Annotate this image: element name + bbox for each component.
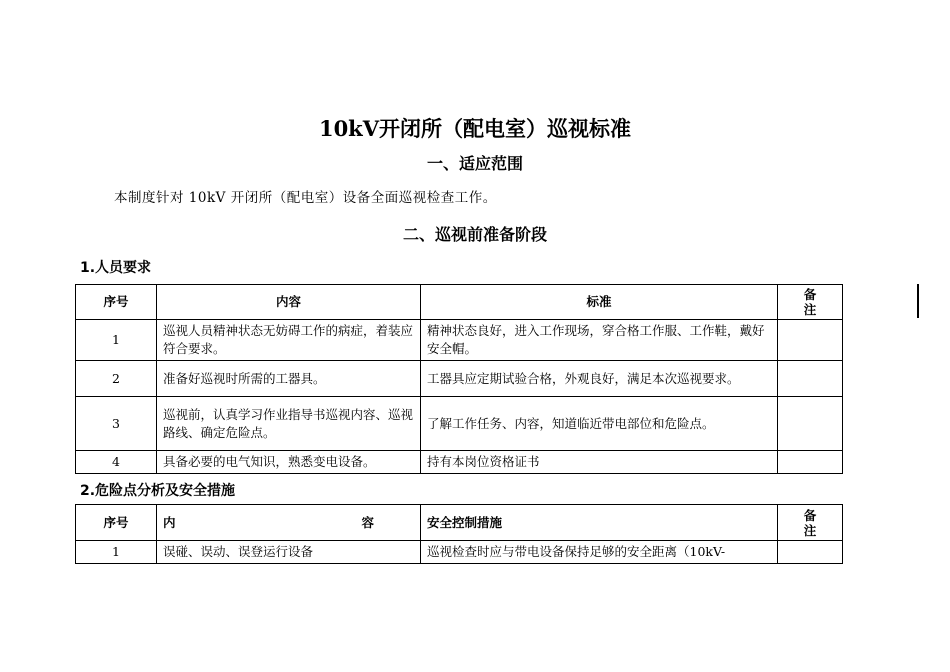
table-row — [76, 320, 843, 361]
row-note — [778, 320, 843, 361]
subheading-hazard: 2.危险点分析及安全措施 — [80, 483, 236, 499]
section-heading-preparation: 二、巡视前准备阶段 — [402, 225, 547, 244]
section-heading-scope: 一、适应范围 — [426, 154, 523, 173]
row-content: 准备好巡视时所需的工器具。 — [157, 361, 421, 397]
row-standard: 了解工作任务、内容，知道临近带电部位和危险点。 — [421, 397, 778, 451]
row-content: 误碰、误动、误登运行设备 — [157, 541, 421, 564]
header-no: 序号 — [76, 285, 157, 320]
table-row — [76, 451, 843, 474]
personnel-requirements-table — [75, 284, 843, 474]
row-measure: 巡视检查时应与带电设备保持足够的安全距离（10kV- — [421, 541, 778, 564]
subheading-personnel: 1.人员要求 — [80, 260, 152, 276]
table-header-row — [76, 505, 843, 541]
header-note-line2: 注 — [803, 302, 817, 317]
row-standard: 精神状态良好，进入工作现场，穿合格工作服、工作鞋，戴好安全帽。 — [421, 320, 778, 361]
row-standard: 工器具应定期试验合格，外观良好，满足本次巡视要求。 — [421, 361, 778, 397]
header-content-part2: 容 — [361, 514, 374, 530]
row-no: 2 — [76, 361, 157, 397]
row-no: 1 — [76, 320, 157, 361]
table-row — [76, 541, 843, 564]
scope-paragraph: 本制度针对 10kV 开闭所（配电室）设备全面巡视检查工作。 — [114, 190, 497, 206]
header-content-part1: 内 — [163, 514, 176, 530]
header-standard: 标准 — [421, 285, 778, 320]
row-note — [778, 451, 843, 474]
row-no: 3 — [76, 397, 157, 451]
header-note-line1: 备 — [803, 507, 817, 523]
row-content: 巡视人员精神状态无妨碍工作的病症，着装应符合要求。 — [157, 320, 421, 361]
document-title: 10kV开闭所（配电室）巡视标准 — [318, 116, 632, 141]
hazard-analysis-table — [75, 504, 843, 564]
text-cursor-marker — [917, 284, 919, 318]
header-note-line2: 注 — [803, 522, 817, 538]
row-note — [778, 361, 843, 397]
row-no: 4 — [76, 451, 157, 474]
row-no: 1 — [76, 541, 157, 564]
header-content: 内容 — [157, 285, 421, 320]
table-header-row — [76, 285, 843, 320]
row-note — [778, 541, 843, 564]
row-note — [778, 397, 843, 451]
header-measure: 安全控制措施 — [421, 505, 778, 541]
header-content — [157, 505, 421, 541]
header-note — [778, 285, 843, 320]
row-standard: 持有本岗位资格证书 — [421, 451, 778, 474]
row-content: 具备必要的电气知识，熟悉变电设备。 — [157, 451, 421, 474]
header-no: 序号 — [76, 505, 157, 541]
table-row — [76, 361, 843, 397]
header-note-line1: 备 — [803, 287, 817, 302]
header-note — [778, 505, 843, 541]
row-content: 巡视前，认真学习作业指导书巡视内容、巡视路线、确定危险点。 — [157, 397, 421, 451]
table-row — [76, 397, 843, 451]
